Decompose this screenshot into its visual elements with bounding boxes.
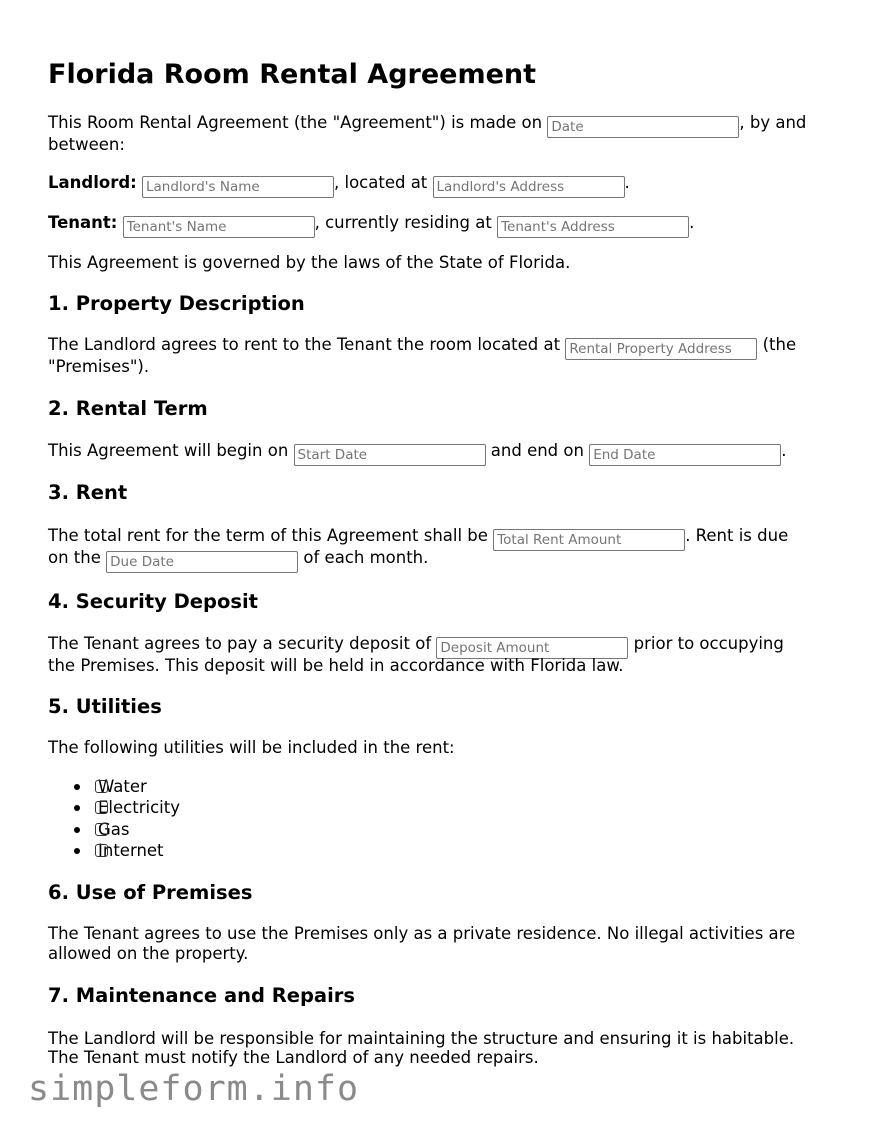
landlord-label: Landlord: <box>48 173 137 192</box>
maintenance-line-2: The Tenant must notify the Landlord of any needed repairs. <box>48 1048 539 1067</box>
internet-checkbox[interactable] <box>95 844 108 857</box>
start-date-input[interactable] <box>294 444 486 466</box>
rental-property-address-input[interactable] <box>565 338 757 360</box>
landlord-line <box>48 172 630 198</box>
end-date-input[interactable] <box>589 444 781 466</box>
deposit-text-after: prior to occupying <box>633 634 784 653</box>
property-text-after: (the <box>762 335 797 354</box>
tenant-residing-text: , currently residing at <box>314 213 492 232</box>
section-heading-utilities: 5. Utilities <box>48 695 162 718</box>
utility-item-gas <box>68 819 180 840</box>
utility-item-water <box>68 776 180 797</box>
utility-item-electricity <box>68 797 180 818</box>
due-date-input[interactable] <box>106 551 298 573</box>
tenant-address-input[interactable] <box>497 216 689 238</box>
property-line-2: "Premises"). <box>48 357 150 376</box>
section-heading-deposit: 4. Security Deposit <box>48 590 258 613</box>
landlord-name-input[interactable] <box>142 176 334 198</box>
term-line <box>48 440 786 466</box>
utility-label-gas: Gas <box>98 819 130 839</box>
intro-text-after: , by and <box>739 113 807 132</box>
section-heading-term: 2. Rental Term <box>48 397 208 420</box>
rent-text: The total rent for the term of this Agreement shall be <box>48 526 488 545</box>
gas-checkbox[interactable] <box>95 823 108 836</box>
tenant-name-input[interactable] <box>123 216 315 238</box>
deposit-text: The Tenant agrees to pay a security deposit of <box>48 634 432 653</box>
landlord-located-text: , located at <box>334 173 428 192</box>
utility-label-electricity: Electricity <box>98 798 180 818</box>
total-rent-amount-input[interactable] <box>493 529 685 551</box>
term-middle: and end on <box>490 441 584 460</box>
use-line-2: allowed on the property. <box>48 944 249 963</box>
page-title: Florida Room Rental Agreement <box>48 59 537 90</box>
electricity-checkbox[interactable] <box>95 801 108 814</box>
property-text: The Landlord agrees to rent to the Tenant the room located at <box>48 335 561 354</box>
section-heading-use: 6. Use of Premises <box>48 881 253 904</box>
term-text: This Agreement will begin on <box>48 441 289 460</box>
property-line <box>48 334 796 360</box>
rent-line-2 <box>48 547 428 573</box>
rent-line2-before: on the <box>48 548 101 567</box>
term-end: . <box>781 441 787 460</box>
agreement-date-input[interactable] <box>547 116 739 138</box>
tenant-end: . <box>689 213 695 232</box>
rent-line2-after: of each month. <box>303 548 429 567</box>
section-heading-maintenance: 7. Maintenance and Repairs <box>48 984 355 1007</box>
use-line-1: The Tenant agrees to use the Premises only as a private residence. No illegal activities are <box>48 924 796 943</box>
landlord-end: . <box>624 173 630 192</box>
governed-text: This Agreement is governed by the laws of the State of Florida. <box>48 253 571 272</box>
water-checkbox[interactable] <box>95 780 108 793</box>
utility-item-internet <box>68 840 180 861</box>
section-heading-rent: 3. Rent <box>48 481 128 504</box>
maintenance-line-1: The Landlord will be responsible for maintaining the structure and ensuring it is habitable. <box>48 1029 795 1048</box>
utilities-text: The following utilities will be included in the rent: <box>48 738 455 757</box>
intro-text: This Room Rental Agreement (the "Agreement") is made on <box>48 113 543 132</box>
watermark-text: simpleform.info <box>28 1069 360 1109</box>
deposit-line-2: the Premises. This deposit will be held in accordance with Florida law. <box>48 656 624 675</box>
landlord-address-input[interactable] <box>433 176 625 198</box>
rent-text-after: . Rent is due <box>685 526 789 545</box>
intro-line <box>48 112 806 138</box>
utilities-list <box>48 776 180 862</box>
tenant-line <box>48 212 694 238</box>
utility-label-water: Water <box>98 777 147 796</box>
section-heading-property: 1. Property Description <box>48 292 305 315</box>
tenant-label: Tenant: <box>48 213 118 232</box>
intro-line-2: between: <box>48 135 125 154</box>
utility-label-internet: Internet <box>98 841 164 861</box>
